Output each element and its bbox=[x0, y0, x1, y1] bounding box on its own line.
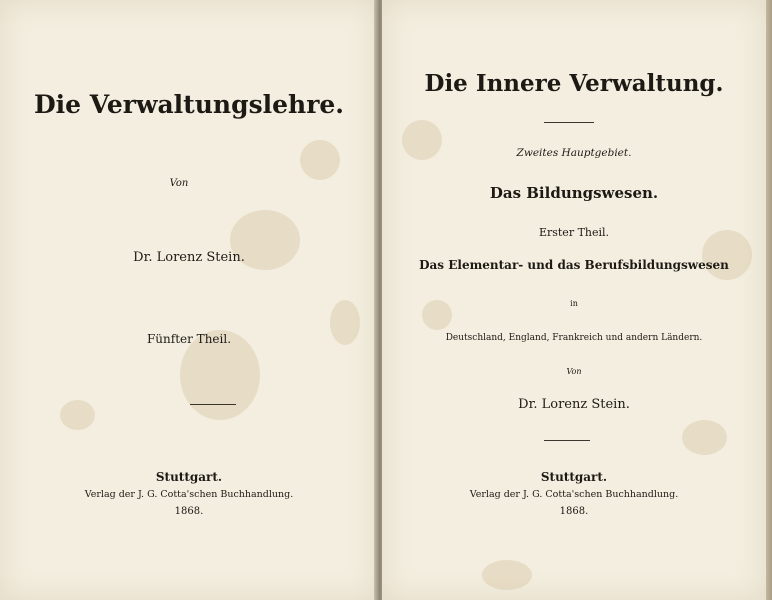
left-city: Stuttgart. bbox=[155, 470, 223, 484]
left-author: Dr. Lorenz Stein. bbox=[133, 250, 245, 265]
right-publisher: Verlag der J. G. Cotta'schen Buchhandlung. bbox=[469, 489, 679, 500]
right-subtitle: Das Elementar- und das Berufsbildungswesen bbox=[419, 258, 729, 272]
right-in: in bbox=[570, 299, 578, 308]
right-countries: Deutschland, England, Frankreich und andern Ländern. bbox=[445, 333, 703, 343]
right-section: Zweites Hauptgebiet. bbox=[516, 147, 632, 159]
left-page bbox=[0, 0, 378, 600]
left-year: 1868. bbox=[174, 506, 204, 517]
left-by: Von bbox=[169, 178, 189, 189]
right-page bbox=[382, 0, 766, 600]
right-divider-bottom bbox=[544, 440, 590, 441]
right-city: Stuttgart. bbox=[540, 470, 608, 484]
right-subject: Das Bildungswesen. bbox=[489, 184, 659, 202]
page-edge bbox=[766, 0, 772, 600]
right-title: Die Innere Verwaltung. bbox=[424, 70, 724, 97]
left-divider bbox=[190, 404, 236, 405]
right-part: Erster Theil. bbox=[538, 226, 610, 239]
left-title: Die Verwaltungslehre. bbox=[34, 90, 344, 119]
right-divider-top bbox=[544, 122, 594, 123]
right-year: 1868. bbox=[559, 506, 589, 517]
left-publisher: Verlag der J. G. Cotta'schen Buchhandlung. bbox=[84, 489, 294, 500]
right-author: Dr. Lorenz Stein. bbox=[518, 397, 630, 412]
left-part: Fünfter Theil. bbox=[146, 332, 232, 346]
right-by: Von bbox=[566, 367, 582, 376]
